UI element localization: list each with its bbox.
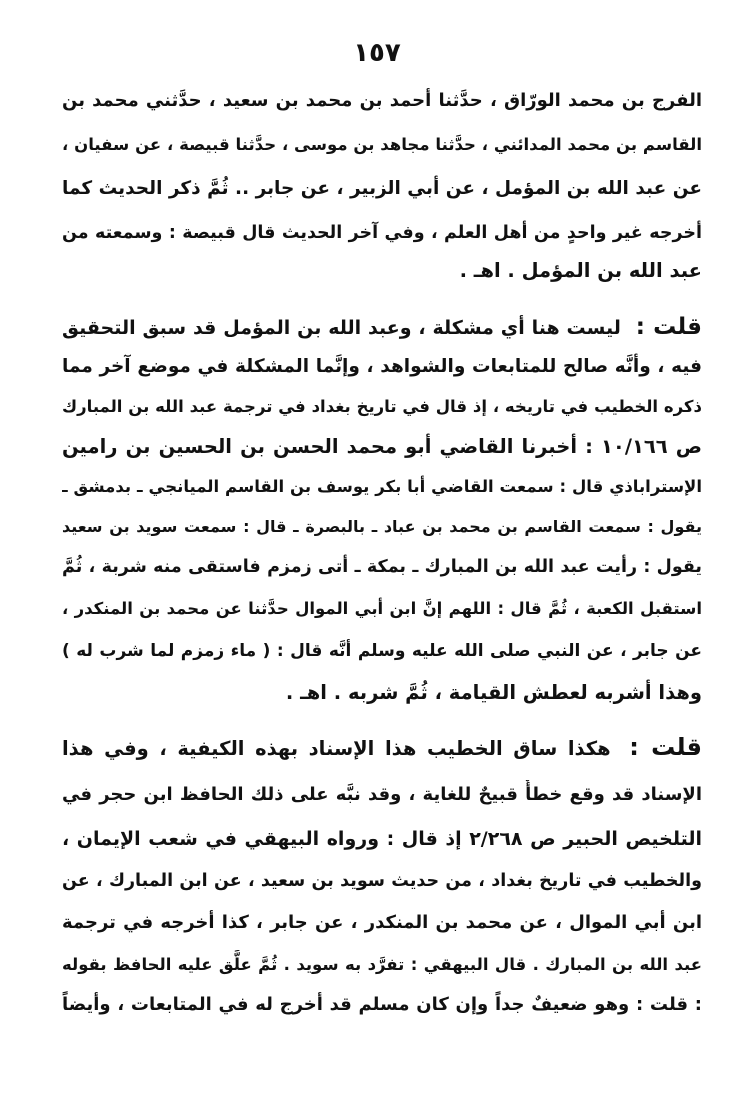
paragraph-opening-line bbox=[62, 732, 702, 762]
paragraph-opening-line bbox=[62, 312, 702, 342]
qult-label: قلت : bbox=[629, 733, 702, 761]
text-line: والخطيب في تاريخ بغداد ، من حديث سويد بن سعيد ، عن ابن المبارك ، عن bbox=[62, 871, 702, 891]
text-line: أخرجه غير واحدٍ من أهل العلم ، وفي آخر الحديث قال قبيصة : وسمعته من bbox=[62, 223, 702, 243]
text-line: استقبل الكعبة ، ثُمَّ قال : اللهم إنَّ ابن أبي الموال حدَّثنا عن محمد بن المنكدر ، bbox=[62, 599, 702, 618]
paragraph-opening-text: ليست هنا أي مشكلة ، وعبد الله بن المؤمل قد سبق التحقيق bbox=[62, 317, 621, 339]
text-line: الإسناد قد وقع خطأٌ قبيحٌ للغاية ، وقد نبَّه على ذلك الحافظ ابن حجر في bbox=[62, 784, 702, 805]
text-line: ص ١٠/١٦٦ : أخبرنا القاضي أبو محمد الحسن بن الحسين بن رامين bbox=[62, 435, 702, 458]
text-line: الإستراباذي قال : سمعت القاضي أبا بكر يوسف بن القاسم الميانجي ـ بدمشق ـ bbox=[62, 477, 702, 496]
text-line: ذكره الخطيب في تاريخه ، إذ قال في تاريخ بغداد في ترجمة عبد الله بن المبارك bbox=[62, 397, 702, 416]
text-line: التلخيص الحبير ص ٢/٢٦٨ إذ قال : ورواه البيهقي في شعب الإيمان ، bbox=[62, 828, 702, 850]
text-line: الفرج بن محمد الورّاق ، حدَّثنا أحمد بن محمد بن سعيد ، حدَّثني محمد بن bbox=[62, 90, 702, 111]
text-line: القاسم بن محمد المدائني ، حدَّثنا مجاهد بن موسى ، حدَّثنا قبيصة ، عن سفيان ، bbox=[62, 135, 702, 154]
text-line: فيه ، وأنَّه صالح للمتابعات والشواهد ، وإنَّما المشكلة في موضع آخر مما bbox=[62, 356, 702, 377]
text-line: عبد الله بن المبارك . قال البيهقي : تفرَّد به سويد . ثُمَّ علَّق عليه الحافظ بقوله bbox=[62, 955, 702, 974]
text-line: وهذا أشربه لعطش القيامة ، ثُمَّ شربه . اهـ . bbox=[285, 681, 702, 704]
page-number: ١٥٧ bbox=[353, 38, 401, 68]
text-line: يقول : رأيت عبد الله بن المبارك ـ بمكة ـ أتى زمزم فاستقى منه شربة ، ثُمَّ bbox=[62, 557, 702, 577]
text-line: : قلت : وهو ضعيفٌ جداً وإن كان مسلم قد أخرج له في المتابعات ، وأيضاً bbox=[62, 994, 702, 1015]
text-line: عن عبد الله بن المؤمل ، عن أبي الزبير ، عن جابر .. ثُمَّ ذكر الحديث كما bbox=[62, 178, 702, 199]
text-line: ابن أبي الموال ، عن محمد بن المنكدر ، عن جابر ، كذا أخرجه في ترجمة bbox=[62, 912, 702, 933]
text-line: يقول : سمعت القاسم بن محمد بن عباد ـ بالبصرة ـ قال : سمعت سويد بن سعيد bbox=[62, 517, 702, 536]
text-line: عن جابر ، عن النبي صلى الله عليه وسلم أنَّه قال : ( ماء زمزم لما شرب له ) bbox=[62, 641, 702, 661]
text-line: عبد الله بن المؤمل . اهـ . bbox=[459, 259, 702, 282]
paragraph-opening-text: هكذا ساق الخطيب هذا الإسناد بهذه الكيفية ، وفي هذا bbox=[62, 737, 611, 760]
qult-label: قلت : bbox=[635, 314, 702, 340]
